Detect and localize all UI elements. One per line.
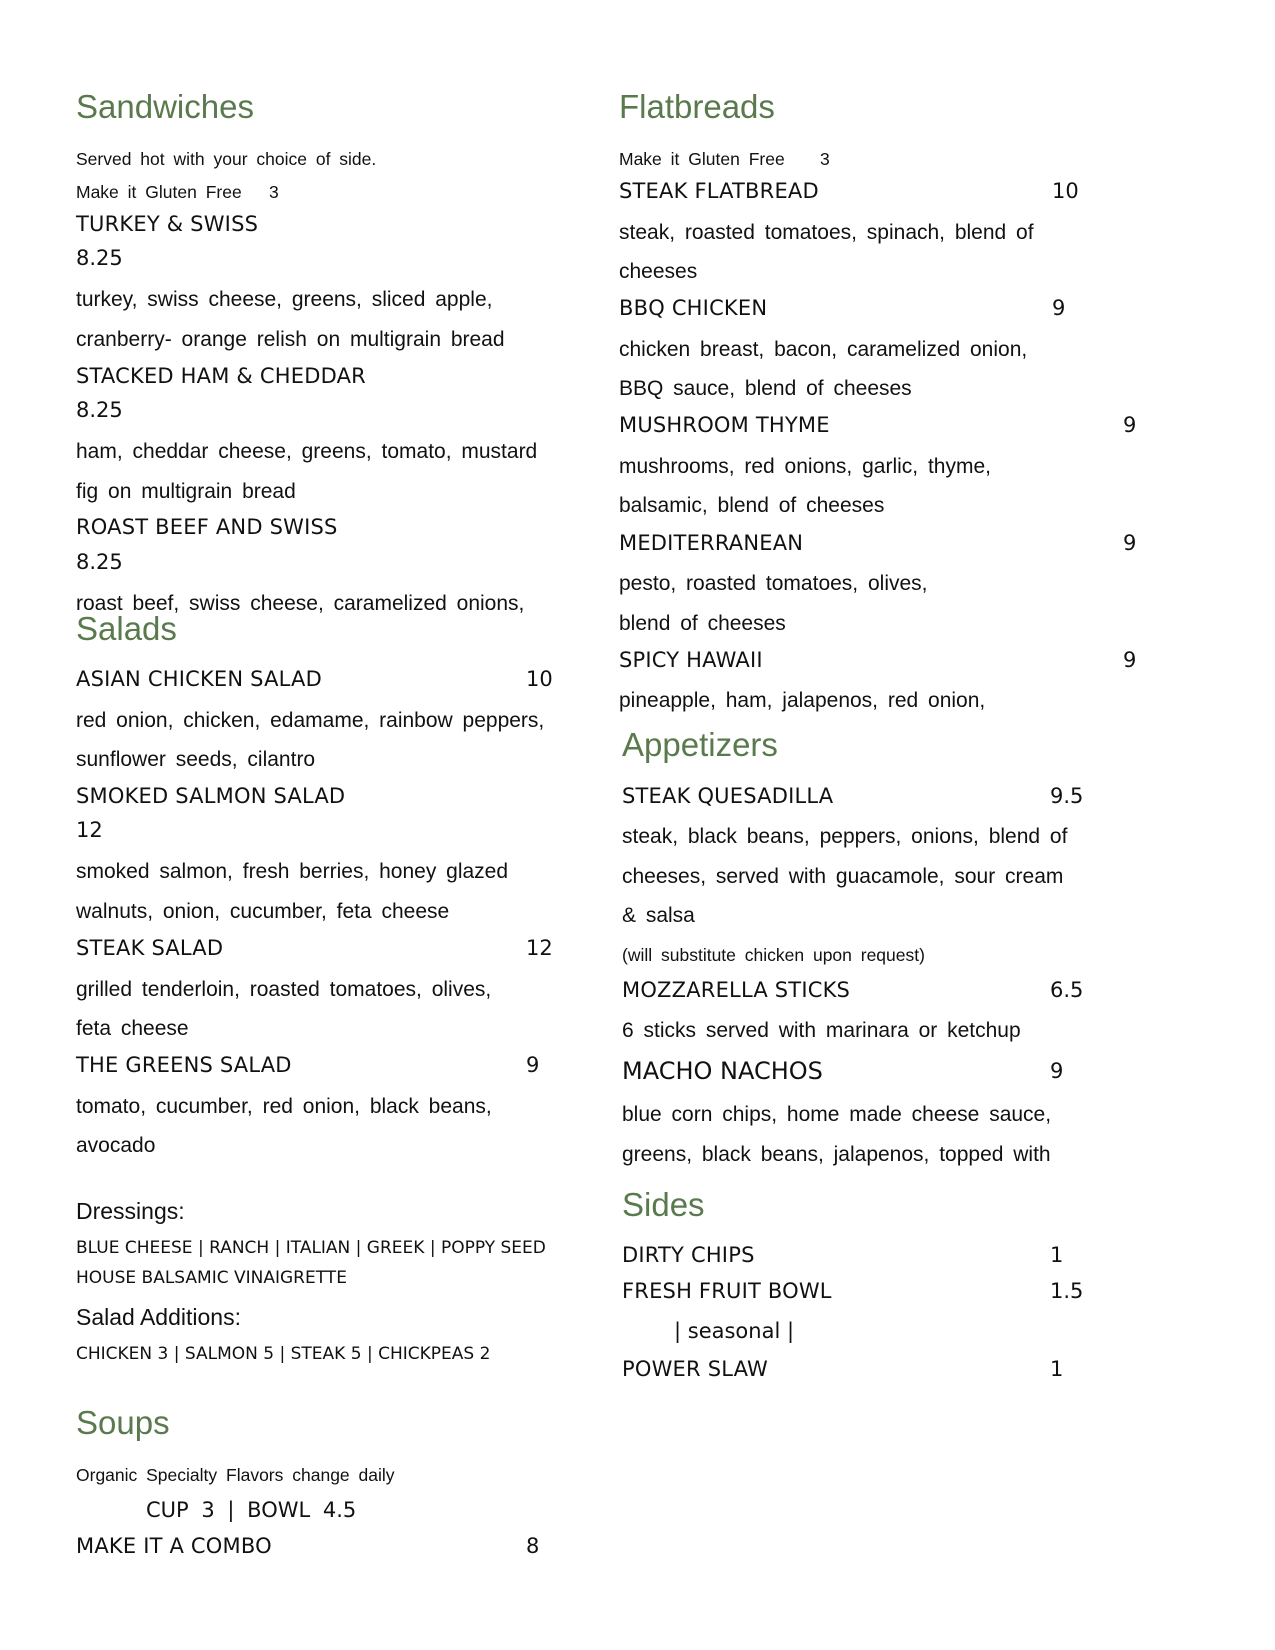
item-name: ROAST BEEF AND SWISS bbox=[76, 515, 338, 539]
item-name: MOZZARELLA STICKS bbox=[622, 978, 851, 1002]
item-description: cheeses, served with guacamole, sour cream bbox=[622, 865, 1064, 888]
item-description: feta cheese bbox=[76, 1017, 189, 1040]
item-price: 12 bbox=[526, 936, 553, 960]
salad-additions-list: CHICKEN 3 | SALMON 5 | STEAK 5 | CHICKPEAS 2 bbox=[76, 1344, 491, 1364]
item-price: 10 bbox=[1052, 179, 1079, 203]
item-description: cranberry- orange relish on multigrain bread bbox=[76, 328, 505, 351]
soup-sizes: CUP 3 | BOWL 4.5 bbox=[146, 1498, 357, 1522]
item-description: turkey, swiss cheese, greens, sliced apple, bbox=[76, 288, 493, 311]
item-name: MEDITERRANEAN bbox=[619, 531, 804, 555]
item-price: 1.5 bbox=[1050, 1279, 1084, 1303]
item-description: smoked salmon, fresh berries, honey glazed bbox=[76, 860, 509, 883]
item-description: BBQ sauce, blend of cheeses bbox=[619, 377, 912, 400]
item-name: STEAK QUESADILLA bbox=[622, 784, 834, 808]
salads-heading: Salads bbox=[76, 610, 177, 647]
dressings-list: BLUE CHEESE | RANCH | ITALIAN | GREEK | POPPY SEED bbox=[76, 1238, 546, 1258]
salad-additions-heading: Salad Additions: bbox=[76, 1304, 241, 1330]
item-name: SMOKED SALMON SALAD bbox=[76, 784, 346, 808]
item-description: red onion, chicken, edamame, rainbow peppers, bbox=[76, 709, 545, 732]
sandwiches-heading: Sandwiches bbox=[76, 88, 254, 125]
item-name: SPICY HAWAII bbox=[619, 648, 763, 672]
sandwiches-gluten-free-price: 3 bbox=[269, 182, 279, 202]
item-price: 8.25 bbox=[76, 398, 123, 422]
item-note: | seasonal | bbox=[674, 1319, 795, 1343]
item-note: (will substitute chicken upon request) bbox=[622, 945, 925, 965]
item-name: POWER SLAW bbox=[622, 1357, 768, 1381]
item-price: 9.5 bbox=[1050, 784, 1084, 808]
item-name: BBQ CHICKEN bbox=[619, 296, 768, 320]
sandwiches-note: Served hot with your choice of side. bbox=[76, 149, 377, 169]
item-description: tomato, cucumber, red onion, black beans, bbox=[76, 1095, 492, 1118]
item-name: TURKEY & SWISS bbox=[76, 212, 259, 236]
item-price: 8.25 bbox=[76, 550, 123, 574]
item-price: 9 bbox=[1123, 648, 1137, 672]
item-description: & salsa bbox=[622, 904, 695, 927]
item-name: STEAK SALAD bbox=[76, 936, 224, 960]
flatbreads-gluten-free-price: 3 bbox=[820, 149, 830, 169]
item-description: cheeses bbox=[619, 260, 698, 283]
soups-note: Organic Specialty Flavors change daily bbox=[76, 1465, 395, 1485]
item-description: chicken breast, bacon, caramelized onion, bbox=[619, 338, 1028, 361]
item-price: 9 bbox=[1123, 413, 1137, 437]
item-price: 10 bbox=[526, 667, 553, 691]
soups-heading: Soups bbox=[76, 1404, 170, 1441]
item-description: steak, roasted tomatoes, spinach, blend of bbox=[619, 221, 1034, 244]
item-description: balsamic, blend of cheeses bbox=[619, 494, 885, 517]
item-name: STEAK FLATBREAD bbox=[619, 179, 819, 203]
item-price: 9 bbox=[526, 1053, 540, 1077]
item-name: ASIAN CHICKEN SALAD bbox=[76, 667, 322, 691]
item-name: FRESH FRUIT BOWL bbox=[622, 1279, 832, 1303]
item-description: walnuts, onion, cucumber, feta cheese bbox=[76, 900, 450, 923]
item-name: DIRTY CHIPS bbox=[622, 1243, 755, 1267]
item-description: blend of cheeses bbox=[619, 612, 786, 635]
combo-label: MAKE IT A COMBO bbox=[76, 1534, 272, 1558]
item-description: mushrooms, red onions, garlic, thyme, bbox=[619, 455, 991, 478]
item-description: fig on multigrain bread bbox=[76, 480, 296, 503]
item-description: greens, black beans, jalapenos, topped with bbox=[622, 1143, 1051, 1166]
item-description: steak, black beans, peppers, onions, blend of bbox=[622, 825, 1068, 848]
item-price: 8.25 bbox=[76, 246, 123, 270]
sandwiches-gluten-free-label: Make it Gluten Free bbox=[76, 182, 242, 202]
sides-heading: Sides bbox=[622, 1186, 705, 1223]
item-name: MUSHROOM THYME bbox=[619, 413, 830, 437]
item-name: THE GREENS SALAD bbox=[76, 1053, 292, 1077]
combo-price: 8 bbox=[526, 1534, 540, 1558]
item-description: 6 sticks served with marinara or ketchup bbox=[622, 1019, 1021, 1042]
item-description: sunflower seeds, cilantro bbox=[76, 748, 316, 771]
item-description: avocado bbox=[76, 1134, 156, 1157]
flatbreads-heading: Flatbreads bbox=[619, 88, 775, 125]
item-price: 1 bbox=[1050, 1243, 1064, 1267]
item-description: pineapple, ham, jalapenos, red onion, bbox=[619, 689, 986, 712]
dressings-list: HOUSE BALSAMIC VINAIGRETTE bbox=[76, 1268, 347, 1288]
item-price: 9 bbox=[1050, 1059, 1064, 1083]
flatbreads-gluten-free-label: Make it Gluten Free bbox=[619, 149, 785, 169]
item-description: blue corn chips, home made cheese sauce, bbox=[622, 1103, 1052, 1126]
item-description: grilled tenderloin, roasted tomatoes, olives, bbox=[76, 978, 492, 1001]
item-price: 6.5 bbox=[1050, 978, 1084, 1002]
dressings-heading: Dressings: bbox=[76, 1198, 185, 1224]
appetizers-heading: Appetizers bbox=[622, 726, 778, 763]
item-price: 12 bbox=[76, 818, 103, 842]
item-name: STACKED HAM & CHEDDAR bbox=[76, 364, 366, 388]
item-description: pesto, roasted tomatoes, olives, bbox=[619, 572, 928, 595]
item-price: 1 bbox=[1050, 1357, 1064, 1381]
item-description: ham, cheddar cheese, greens, tomato, mustard bbox=[76, 440, 538, 463]
item-price: 9 bbox=[1052, 296, 1066, 320]
item-price: 9 bbox=[1123, 531, 1137, 555]
item-name: MACHO NACHOS bbox=[622, 1057, 823, 1085]
item-description: roast beef, swiss cheese, caramelized onions, bbox=[76, 592, 525, 615]
